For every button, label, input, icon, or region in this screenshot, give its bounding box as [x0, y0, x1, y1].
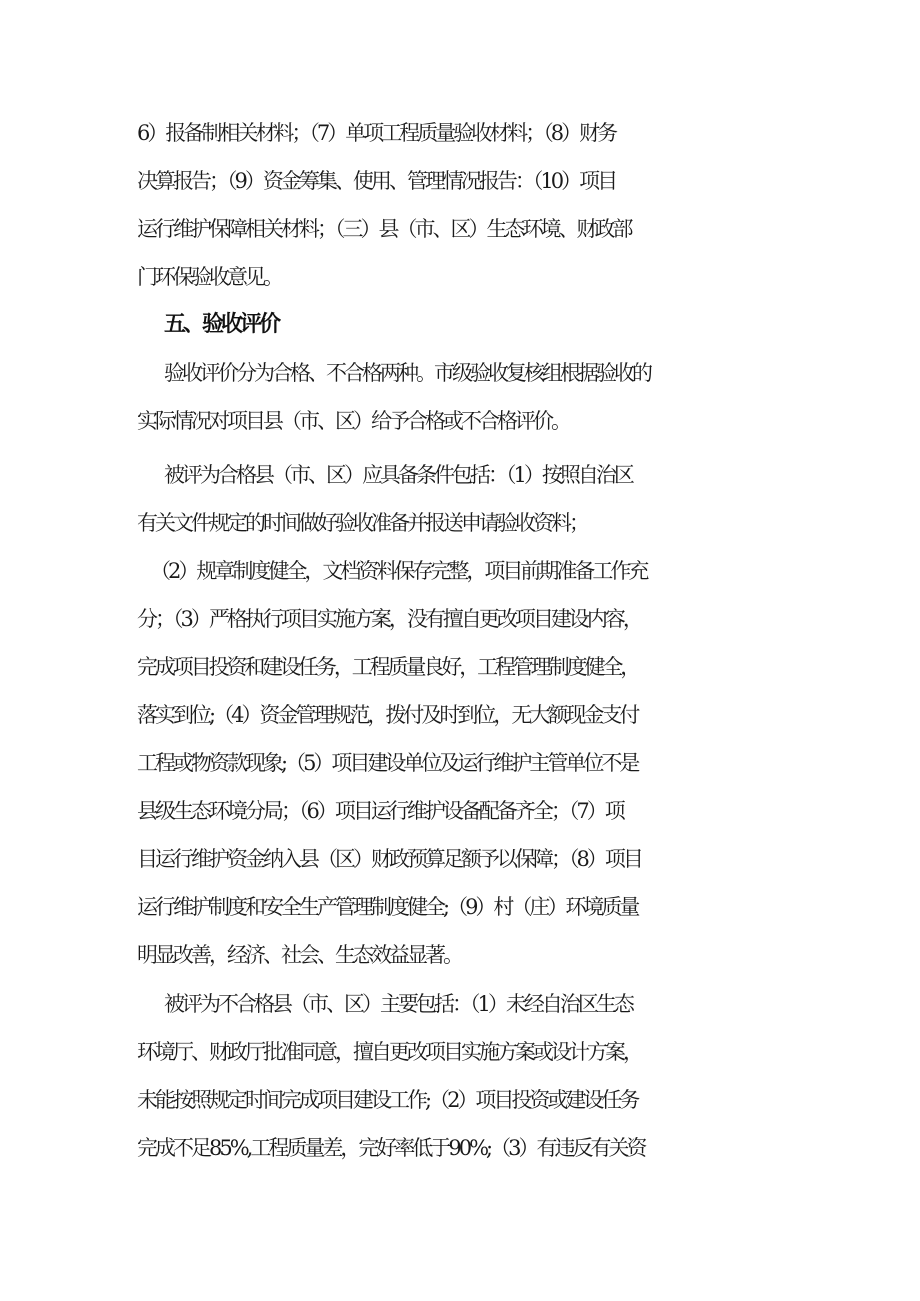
- paragraph-line: 落实到位;（4）资金管理规范，拨付及时到位，无大额现金支付: [137, 703, 638, 727]
- paragraph-line: 实际情况对项目县（市、区）给予合格或不合格评价。: [137, 409, 569, 433]
- paragraph-line: 被评为不合格县（市、区）主要包括：（1）未经自治区生态: [164, 992, 632, 1016]
- section-heading: 五、验收评价: [164, 312, 279, 337]
- paragraph-line: 完成项目投资和建设任务，工程质量良好，工程管理制度健全，: [137, 655, 639, 679]
- paragraph-line: （2）规章制度健全，文档资料保存完整，项目前期准备工作充: [150, 559, 647, 583]
- paragraph-line: 运行维护制度和安全生产管理制度健全;（9）村（庄）环境质量: [137, 895, 638, 919]
- paragraph-line: 完成不足85%,工程质量差，完好率低于90%;（3）有违反有关资: [137, 1136, 645, 1160]
- paragraph-line: 环境厅、财政厅批准同意，擅自更改项目实施方案或设计方案，: [137, 1040, 641, 1064]
- paragraph-line: 验收评价分为合格、不合格两种。市级验收复核组根据验收的: [164, 361, 650, 385]
- paragraph-line: 分；（3）严格执行项目实施方案，没有擅自更改项目建设内容，: [137, 607, 641, 631]
- paragraph-line: 工程或物资款现象;（5）项目建设单位及运行维护主管单位不是: [137, 751, 638, 775]
- paragraph-line: 运行维护保障相关材料；（三）县（市、区）生态环境、财政部: [137, 217, 631, 241]
- paragraph-line: 目运行维护资金纳入县（区）财政预算足额予以保障；（8）项目: [137, 847, 641, 871]
- paragraph-line: 门环保验收意见。: [137, 265, 281, 289]
- paragraph-line: 被评为合格县（市、区）应具备条件包括：（1）按照自治区: [164, 463, 632, 487]
- paragraph-line: 有关文件规定的时间做好验收准备并报送申请验收资料；: [137, 511, 587, 535]
- paragraph-line: 未能按照规定时间完成项目建设工作;（2）项目投资或建设任务: [137, 1088, 638, 1112]
- paragraph-line: 县级生态环境分局；（6）项目运行维护设备配备齐全；（7）项: [137, 799, 623, 823]
- paragraph-line: 明显改善，经济、社会、生态效益显著。: [137, 943, 461, 967]
- paragraph-line: 6）报备制相关材料；（7）单项工程质量验收材料；（8）财务: [137, 121, 616, 145]
- paragraph-line: 决算报告；（9）资金筹集、使用、管理情况报告：（10）项目: [137, 169, 616, 193]
